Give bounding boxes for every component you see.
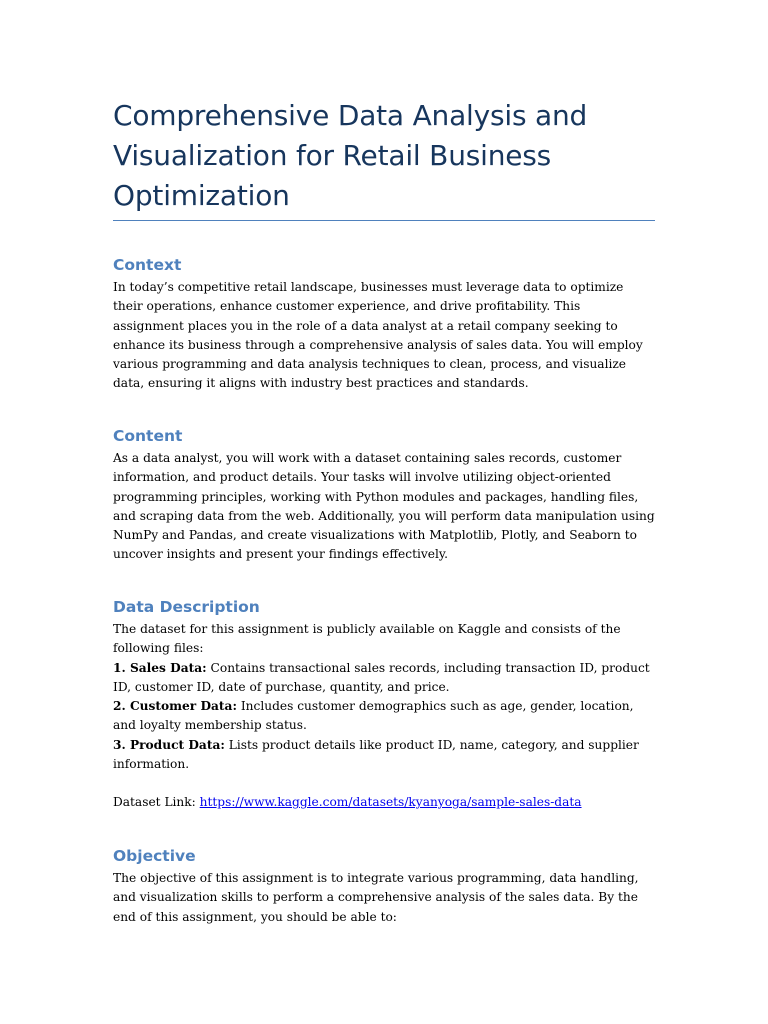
title-divider: [113, 220, 655, 221]
data-item-label: 3. Product Data:: [113, 737, 225, 752]
section-context: [113, 254, 655, 394]
data-item-product: [113, 736, 655, 775]
objective-paragraph: The objective of this assignment is to integrate various programming, data handling, and visualization skills to perform a comprehensive analysis of the sales data. By the end of this assignment, you should be able to:: [113, 871, 639, 924]
document-title: Comprehensive Data Analysis and Visualization for Retail Business Optimization: [113, 99, 588, 212]
dataset-link[interactable]: https://www.kaggle.com/datasets/kyanyoga/sample-sales-data: [199, 795, 582, 810]
data-item-label: 1. Sales Data:: [113, 660, 207, 675]
heading-context: Context: [113, 256, 182, 274]
section-data-description: [113, 596, 655, 813]
data-item-sales: [113, 659, 655, 698]
data-item-text: Contains transactional sales records, including transaction ID, product ID, customer ID, date of purchase, quantity, and price.: [113, 660, 650, 694]
data-description-intro: The dataset for this assignment is publicly available on Kaggle and consists of the following files:: [113, 622, 621, 656]
section-objective: [113, 845, 655, 927]
data-item-text: Lists product details like product ID, name, category, and supplier information.: [113, 737, 639, 772]
data-item-customer: [113, 697, 655, 736]
heading-content: Content: [113, 427, 183, 445]
data-item-label: 2. Customer Data:: [113, 699, 237, 714]
heading-objective: Objective: [113, 847, 196, 865]
dataset-link-line: [113, 793, 655, 812]
data-item-text: Includes customer demographics such as age, gender, location, and loyalty membership status.: [113, 699, 634, 733]
document-page: [113, 96, 655, 221]
content-paragraph: As a data analyst, you will work with a dataset containing sales records, customer information, and product details. Your tasks will involve utilizing object-oriented programming principles, working with Python modules and packages, handling files, and scraping data from the web. Additionally, you will perform data manipulation using NumPy and Pandas, and create visualizations with Matplotlib, Plotly, and Seaborn to uncover insights and present your findings effectively.: [113, 451, 655, 562]
dataset-link-prefix: Dataset Link:: [113, 795, 200, 810]
section-content: [113, 425, 655, 565]
heading-data-description: Data Description: [113, 598, 260, 616]
context-paragraph: In today’s competitive retail landscape, businesses must leverage data to optimize their operations, enhance customer experience, and drive profitability. This assignment places you in the role of a data analyst at a retail company seeking to enhance its business through a comprehensive analysis of sales data. You will employ various programming and data analysis techniques to clean, process, and visualize data, ensuring it aligns with industry best practices and standards.: [113, 280, 643, 391]
